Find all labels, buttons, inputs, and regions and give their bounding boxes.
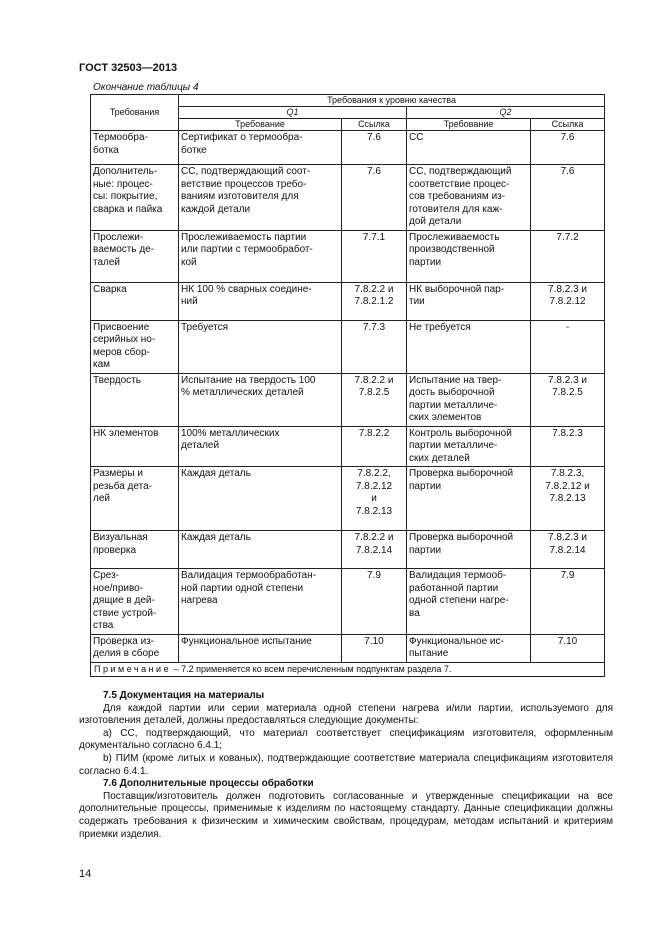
row-q2-reference: 7.9 <box>531 569 605 635</box>
row-q1-requirement: Сертификат о термообра- ботке <box>179 131 342 165</box>
row-q1-requirement: НК 100 % сварных соедине- ний <box>179 282 342 320</box>
table-row <box>91 467 605 531</box>
row-q1-requirement: 100% металлических деталей <box>179 426 342 467</box>
row-q2-requirement: СС, подтверждающий соответствие процес- сов требованиям из- готовителя для каж- дой детали <box>407 165 531 231</box>
row-q1-requirement: Испытание на твердость 100 % металлических деталей <box>179 373 342 426</box>
row-q2-reference: 7.6 <box>531 131 605 165</box>
row-requirement-name: Визуальная проверка <box>91 531 179 569</box>
row-q1-requirement: Требуется <box>179 320 342 373</box>
row-q1-reference: 7.9 <box>342 569 407 635</box>
row-q2-requirement: Не требуется <box>407 320 531 373</box>
col-header-requirements: Требования <box>91 95 179 131</box>
row-q1-reference: 7.10 <box>342 634 407 662</box>
row-q2-reference: - <box>531 320 605 373</box>
table-row <box>91 131 605 165</box>
row-q2-requirement: Проверка выборочной партии <box>407 467 531 531</box>
sub-header-q1-requirement: Требование <box>179 119 342 131</box>
col-header-q1: Q1 <box>179 107 407 119</box>
row-q2-requirement: СС <box>407 131 531 165</box>
row-q1-reference: 7.8.2.2 и 7.8.2.1.2 <box>342 282 407 320</box>
row-q2-reference: 7.8.2.3, 7.8.2.12 и 7.8.2.13 <box>531 467 605 531</box>
row-q1-reference: 7.7.3 <box>342 320 407 373</box>
section-7-5-title: 7.5 Документация на материалы <box>103 690 265 701</box>
table-row <box>91 282 605 320</box>
row-q2-reference: 7.8.2.3 и 7.8.2.12 <box>531 282 605 320</box>
table-caption: Окончание таблицы 4 <box>93 82 199 93</box>
row-q2-requirement: Проверка выборочной партии <box>407 531 531 569</box>
table-row <box>91 165 605 231</box>
row-requirement-name: Проверка из- делия в сборе <box>91 634 179 662</box>
note-text: – 7.2 применяется ко всем перечисленным подпунктам раздела 7. <box>171 663 452 674</box>
table-row <box>91 634 605 662</box>
row-q1-reference: 7.8.2.2, 7.8.2.12 и 7.8.2.13 <box>342 467 407 531</box>
section-7-5-paragraph: Для каждой партии или серии материала одной степени нагрева и/или партии, используемого для изготовления деталей, должны предоставляться следующие документы: <box>79 702 613 727</box>
row-q1-requirement: Каждая деталь <box>179 531 342 569</box>
row-requirement-name: Прослежи- ваемость де- талей <box>91 230 179 282</box>
row-requirement-name: Твердость <box>91 373 179 426</box>
row-q2-requirement: Испытание на твер- дость выборочной партии металличе- ских элементов <box>407 373 531 426</box>
row-q1-reference: 7.8.2.2 и 7.8.2.5 <box>342 373 407 426</box>
row-q2-reference: 7.8.2.3 <box>531 426 605 467</box>
row-q1-reference: 7.6 <box>342 165 407 231</box>
table-row <box>91 569 605 635</box>
row-q2-requirement: НК выборочной пар- тии <box>407 282 531 320</box>
table-row <box>91 230 605 282</box>
row-q1-requirement: Функциональное испытание <box>179 634 342 662</box>
sub-header-q2-reference: Ссылка <box>531 119 605 131</box>
row-q2-reference: 7.7.2 <box>531 230 605 282</box>
row-q2-reference: 7.8.2.3 и 7.8.2.5 <box>531 373 605 426</box>
row-requirement-name: Присвоение серийных но- меров сбор- кам <box>91 320 179 373</box>
row-requirement-name: Сварка <box>91 282 179 320</box>
section-7-6-paragraph: Поставщик/изготовитель должен подготовить согласованные и утвержденные спецификации на все дополнительные процессы, применимые к изделиям по настоящему стандарту. Данные спецификации должны содержать требования к физическим и химическим свойствам, процедурам, методам испытаний и критериям приемки изделия. <box>79 790 613 840</box>
row-requirement-name: Термообра- ботка <box>91 131 179 165</box>
row-q1-requirement: СС, подтверждающий соот- ветствие процессов требо- ваниям изготовителя для каждой детали <box>179 165 342 231</box>
row-q2-requirement: Контроль выборочной партии металличе- ских деталей <box>407 426 531 467</box>
row-q2-requirement: Функциональное ис- пытание <box>407 634 531 662</box>
note-label: Примечание <box>94 663 172 674</box>
table-row <box>91 373 605 426</box>
row-q1-requirement: Каждая деталь <box>179 467 342 531</box>
row-q2-reference: 7.6 <box>531 165 605 231</box>
col-header-quality: Требования к уровню качества <box>179 95 605 107</box>
row-requirement-name: НК элементов <box>91 426 179 467</box>
requirements-table <box>90 94 605 677</box>
section-7-5-item-b: b) ПИМ (кроме литых и кованых), подтверждающие соответствие материала спецификациям изготовителя согласно 6.4.1. <box>79 752 613 777</box>
row-q1-requirement: Прослеживаемость партии или партии с термообработ- кой <box>179 230 342 282</box>
section-7-6-title: 7.6 Дополнительные процессы обработки <box>103 778 314 790</box>
page-number: 14 <box>79 868 92 880</box>
table-row <box>91 426 605 467</box>
col-header-q2: Q2 <box>407 107 605 119</box>
row-q1-reference: 7.7.1 <box>342 230 407 282</box>
row-q2-requirement: Валидация термооб- работанной партии одной степени нагре- ва <box>407 569 531 635</box>
sub-header-q2-requirement: Требование <box>407 119 531 131</box>
row-q2-reference: 7.8.2.3 и 7.8.2.14 <box>531 531 605 569</box>
row-requirement-name: Дополнитель- ные: процес- сы: покрытие, сварка и пайка <box>91 165 179 231</box>
row-requirement-name: Размеры и резьба дета- лей <box>91 467 179 531</box>
document-id: ГОСТ 32503—2013 <box>79 62 178 74</box>
row-q1-reference: 7.6 <box>342 131 407 165</box>
row-q1-reference: 7.8.2.2 и 7.8.2.14 <box>342 531 407 569</box>
row-q2-requirement: Прослеживаемость производственной партии <box>407 230 531 282</box>
section-7-5 <box>79 690 613 841</box>
row-q1-reference: 7.8.2.2 <box>342 426 407 467</box>
row-q2-reference: 7.10 <box>531 634 605 662</box>
sub-header-q1-reference: Ссылка <box>342 119 407 131</box>
table-row <box>91 320 605 373</box>
section-7-5-item-a: a) СС, подтверждающий, что материал соответствует спецификациям изготовителя, оформленным документально согласно 6.4.1; <box>79 727 613 752</box>
row-q1-requirement: Валидация термообработан- ной партии одной степени нагрева <box>179 569 342 635</box>
table-note <box>91 662 605 676</box>
table-row <box>91 531 605 569</box>
row-requirement-name: Срез- ное/приво- дящие в дей- ствие устрой- ства <box>91 569 179 635</box>
